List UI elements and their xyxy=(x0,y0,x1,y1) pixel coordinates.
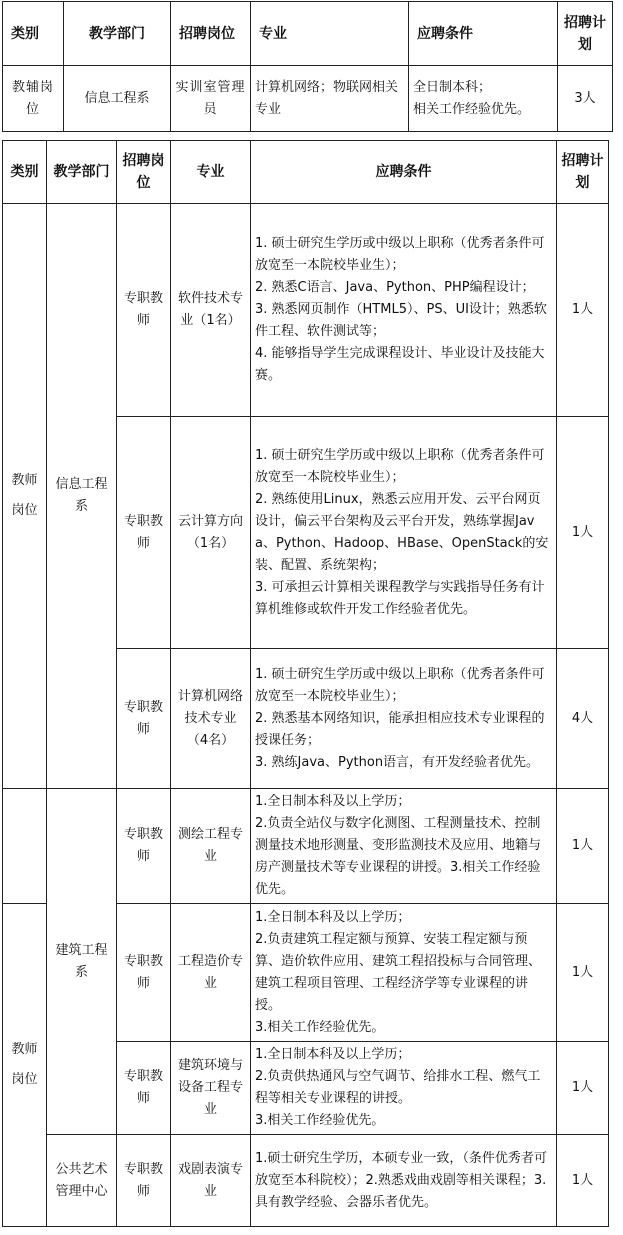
condition-line: 全日制本科； xyxy=(413,79,492,95)
cell-major: 测绘工程专业 xyxy=(171,789,251,904)
table-row xyxy=(3,66,613,132)
header-conditions: 应聘条件 xyxy=(251,141,557,204)
cell-position: 专职教师 xyxy=(117,204,171,417)
condition-line: 3. 可承担云计算相关课程教学与实践指导任务有计算机维修或软件开发工作经验者优先。 xyxy=(255,579,545,617)
cell-conditions xyxy=(251,789,557,904)
cell-major: 建筑环境与设备工程专业 xyxy=(171,1042,251,1135)
condition-line: 1.硕士研究生学历，本硕专业一致，（条件优秀者可放宽至本科院校）；2.熟悉戏曲戏剧等相关课程；3.具有教学经验、会器乐者优先。 xyxy=(255,1150,547,1210)
condition-line: 2. 熟悉基本网络知识，能承担相应技术专业课程的授课任务； xyxy=(255,710,545,748)
recruitment-table-support xyxy=(2,1,613,132)
condition-line: 相关工作经验优先。 xyxy=(413,101,531,117)
cell-category: 教师岗位 xyxy=(3,204,47,789)
condition-line: 2.负责建筑工程定额与预算、安装工程定额与预算、造价软件应用、建筑工程招投标与合同管理、建筑工程项目管理、工程经济学等专业课程的讲授。 xyxy=(255,931,542,1013)
condition-line: 1. 硕士研究生学历或中级以上职称（优秀者条件可放宽至一本院校毕业生）； xyxy=(255,666,545,704)
cell-plan: 1人 xyxy=(557,904,609,1042)
cell-major: 软件技术专业（1名） xyxy=(171,204,251,417)
header-plan: 招聘计划 xyxy=(557,141,609,204)
condition-line: 1.全日制本科及以上学历； xyxy=(255,794,411,809)
cell-plan: 4人 xyxy=(557,649,609,789)
table-header-row xyxy=(3,2,613,66)
condition-line: 2. 熟练使用Linux，熟悉云应用开发、云平台网页设计，偏云平台架构及云平台开发，熟练掌握Java、Python、Hadoop、HBase、OpenStack的安装、配置、系统架构； xyxy=(255,491,549,573)
condition-line: 3.相关工作经验优先。 xyxy=(255,1019,385,1035)
cell-major: 计算机网络技术专业（4名） xyxy=(171,649,251,789)
header-major: 专业 xyxy=(251,2,409,66)
condition-line: 3. 熟练Java、Python语言，有开发经验者优先。 xyxy=(255,754,540,770)
condition-line: 2.负责全站仪与数字化测图、工程测量技术、控制测量技术地形测量、变形监测技术及应用、地籍与房产测量技术等专业课程的讲授。3.相关工作经验优先。 xyxy=(255,816,542,897)
header-plan: 招聘计划 xyxy=(558,2,613,66)
cell-conditions xyxy=(409,66,558,132)
condition-line: 1.全日制本科及以上学历； xyxy=(255,909,411,925)
header-position: 招聘岗位 xyxy=(171,2,251,66)
cell-position: 专职教师 xyxy=(117,1135,171,1227)
cell-major: 工程造价专业 xyxy=(171,904,251,1042)
cell-dept: 建筑工程系 xyxy=(47,789,117,1135)
recruitment-table-teachers xyxy=(2,140,609,1227)
cell-plan: 1人 xyxy=(557,204,609,417)
cell-conditions xyxy=(251,904,557,1042)
cell-conditions xyxy=(251,1042,557,1135)
cell-position: 专职教师 xyxy=(117,649,171,789)
condition-line: 4. 能够指导学生完成课程设计、毕业设计及技能大赛。 xyxy=(255,346,545,383)
cell-major: 计算机网络；物联网相关专业 xyxy=(251,66,409,132)
cell-conditions xyxy=(251,649,557,789)
cell-major: 戏剧表演专业 xyxy=(171,1135,251,1227)
cell-plan: 1人 xyxy=(557,1042,609,1135)
table-row xyxy=(3,1135,609,1227)
condition-line: 3.相关工作经验优先。 xyxy=(255,1113,385,1128)
cell-dept: 信息工程系 xyxy=(47,204,117,789)
header-dept: 教学部门 xyxy=(64,2,171,66)
condition-line: 1. 硕士研究生学历或中级以上职称（优秀者条件可放宽至一本院校毕业生）； xyxy=(255,447,545,485)
cell-plan: 3人 xyxy=(558,66,613,132)
cell-conditions xyxy=(251,1135,557,1227)
cell-plan: 1人 xyxy=(557,1135,609,1227)
header-dept: 教学部门 xyxy=(47,141,117,204)
table-header-row xyxy=(3,141,609,204)
cell-plan: 1人 xyxy=(557,417,609,649)
cell-position: 专职教师 xyxy=(117,1042,171,1135)
condition-line: 1.全日制本科及以上学历； xyxy=(255,1047,411,1062)
cell-category-continued xyxy=(3,789,47,904)
cell-major: 云计算方向（1名） xyxy=(171,417,251,649)
cell-position: 实训室管理员 xyxy=(171,66,251,132)
cell-category: 教辅岗位 xyxy=(3,66,64,132)
condition-line: 2.负责供热通风与空气调节、给排水工程、燃气工程等相关专业课程的讲授。 xyxy=(255,1069,541,1106)
cell-conditions xyxy=(251,417,557,649)
cell-category: 教师岗位 xyxy=(3,904,47,1227)
header-major: 专业 xyxy=(171,141,251,204)
table-row xyxy=(3,204,609,417)
cell-position: 专职教师 xyxy=(117,789,171,904)
header-position: 招聘岗位 xyxy=(117,141,171,204)
condition-line: 2. 熟悉C语言、Java、Python、PHP编程设计； xyxy=(255,280,535,295)
cell-conditions xyxy=(251,204,557,417)
table-row xyxy=(3,789,609,904)
cell-dept: 信息工程系 xyxy=(64,66,171,132)
cell-position: 专职教师 xyxy=(117,417,171,649)
header-category: 类别 xyxy=(3,2,64,66)
cell-plan: 1人 xyxy=(557,789,609,904)
cell-dept: 公共艺术管理中心 xyxy=(47,1135,117,1227)
condition-line: 3. 熟悉网页制作（HTML5）、PS、UI设计；熟悉软件工程、软件测试等； xyxy=(255,302,547,339)
condition-line: 1. 硕士研究生学历或中级以上职称（优秀者条件可放宽至一本院校毕业生）； xyxy=(255,236,545,273)
header-category: 类别 xyxy=(3,141,47,204)
cell-position: 专职教师 xyxy=(117,904,171,1042)
header-conditions: 应聘条件 xyxy=(409,2,558,66)
